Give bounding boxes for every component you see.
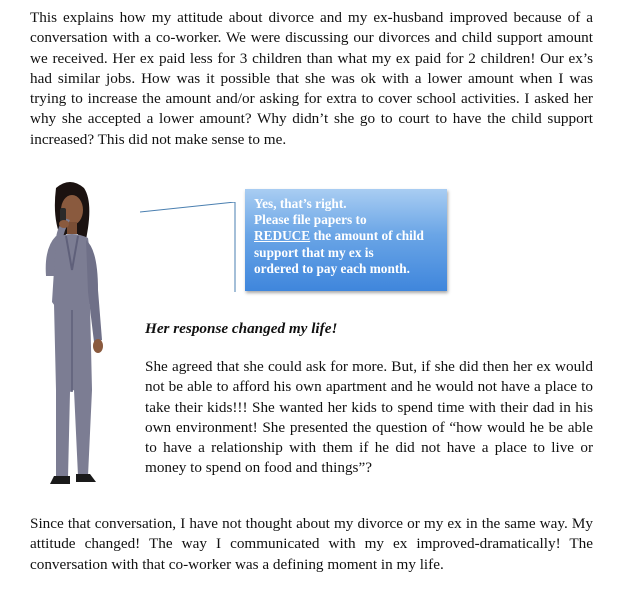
callout-connector <box>140 202 252 292</box>
callout-line-2: Please file papers to <box>254 212 367 228</box>
speech-callout <box>245 189 447 291</box>
callout-line-3-rest: the amount of child <box>310 228 424 244</box>
callout-line-5: ordered to pay each month. <box>254 260 410 276</box>
response-paragraph: She agreed that she could ask for more. But, if she did then her ex would not be able to afford his own apartment and he would not have a place to take their kids!!! She wanted her kids to spend time with their dad in his own environment! She presented the question of “how would he be able to have a relationship with them if he did not have a place to live or money to spend on food and things”? <box>145 358 593 477</box>
woman-on-phone-illustration <box>26 180 130 498</box>
callout-line-1: Yes, that’s right. <box>254 196 347 211</box>
callout-line-4: support that my ex is <box>254 244 374 260</box>
intro-paragraph: This explains how my attitude about divorce and my ex-husband improved because of a conversation with a co-worker. We were discussing our divorces and child support amount we received. Her ex paid less for 3 children than what my ex paid for 2 children! Our ex’s had similar jobs. How was it possible that she was ok with a lower amount when I was trying to increase the amount and/or asking for extra to cover school activities. I asked her why she accepted a lower amount? Why didn’t she go to court to have the child support increased? This did not make sense to me. <box>30 9 593 148</box>
conclusion-paragraph: Since that conversation, I have not thought about my divorce or my ex in the same way. My attitude changed! The way I communicated with my ex improved-dramatically! The conversation with that co-worker was a defining moment in my life. <box>30 515 593 573</box>
section-heading: Her response changed my life! <box>145 320 338 337</box>
callout-emphasis: REDUCE <box>254 228 311 244</box>
callout-line-3 <box>254 228 441 244</box>
